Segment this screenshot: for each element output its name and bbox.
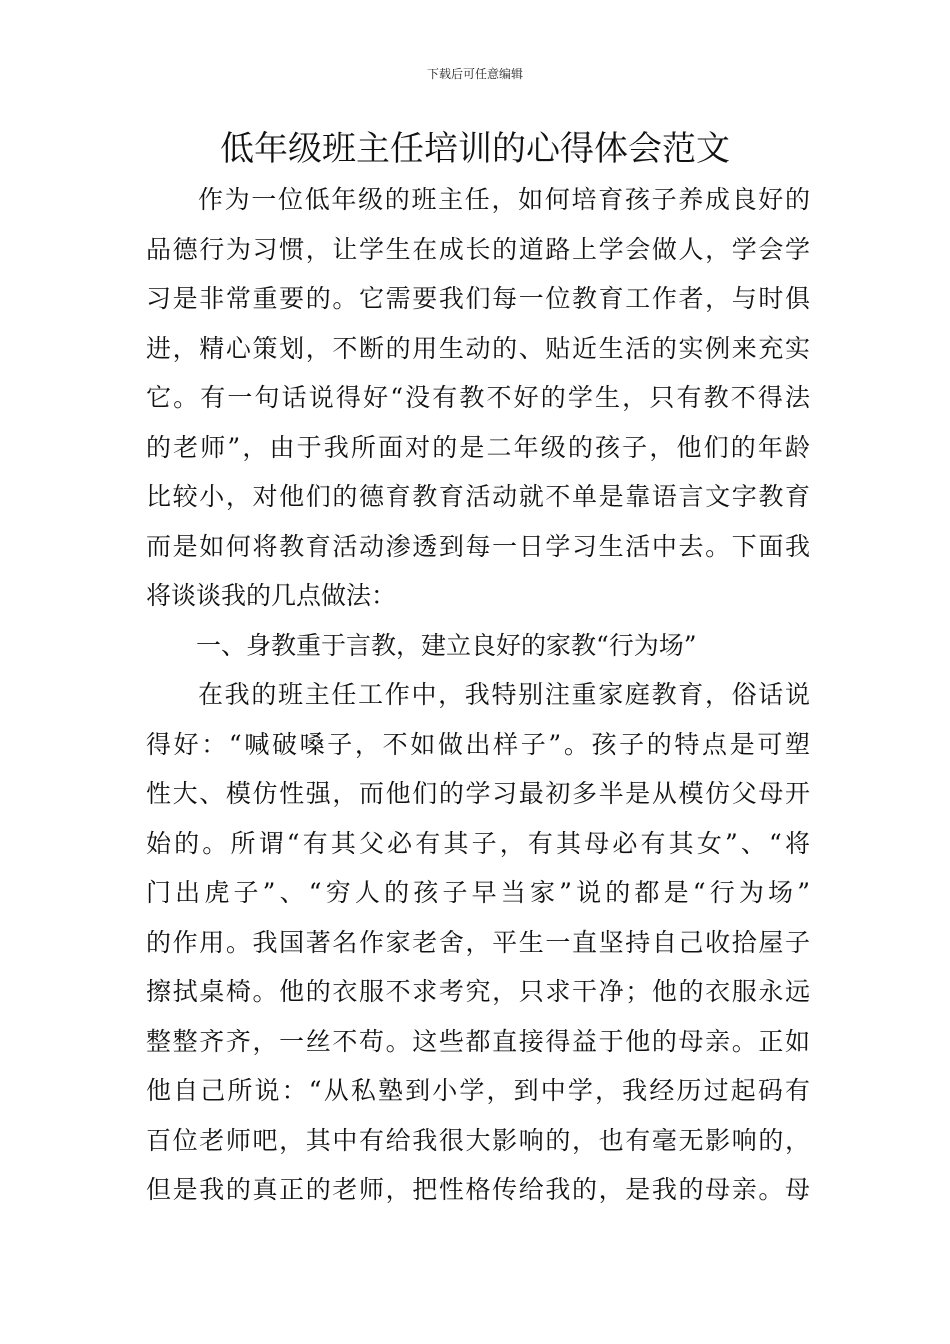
body-line: 但是我的真正的老师，把性格传给我的，是我的母亲。母: [146, 1175, 810, 1204]
body-line: 将谈谈我的几点做法：: [146, 581, 397, 610]
body-line: 它。有一句话说得好“没有教不好的学生，只有教不得法: [146, 383, 810, 412]
body-line: 在我的班主任工作中，我特别注重家庭教育，俗话说: [198, 680, 810, 709]
body-line: 的作用。我国著名作家老舍，平生一直坚持自己收拾屋子: [146, 927, 810, 957]
body-line: 进，精心策划，不断的用生动的、贴近生活的实例来充实: [146, 333, 810, 363]
header-note: 下载后可任意编辑: [426, 67, 523, 81]
body-line: 而是如何将教育活动渗透到每一日学习生活中去。下面我: [146, 531, 810, 561]
body-line: 他自己所说：“从私塾到小学，到中学，我经历过起码有: [146, 1076, 810, 1105]
document-title: 低年级班主任培训的心得体会范文: [220, 129, 730, 169]
body-line: 得好：“喊破嗓子，不如做出样子”。孩子的特点是可塑: [146, 729, 810, 759]
body-line: 比较小，对他们的德育教育活动就不单是靠语言文字教育: [146, 482, 810, 511]
body-line: 擦拭桌椅。他的衣服不求考究，只求干净；他的衣服永远: [146, 977, 810, 1006]
body-line: 整整齐齐，一丝不苟。这些都直接得益于他的母亲。正如: [146, 1026, 810, 1056]
document-body: [146, 175, 810, 1215]
body-line: 性大、模仿性强，而他们的学习最初多半是从模仿父母开: [146, 779, 810, 808]
body-line: 的老师”，由于我所面对的是二年级的孩子，他们的年龄: [146, 432, 810, 462]
body-line: 门出虎子”、“穷人的孩子早当家”说的都是“行为场”: [146, 878, 810, 907]
body-line: 百位老师吧，其中有给我很大影响的，也有毫无影响的，: [146, 1125, 810, 1155]
body-line: 习是非常重要的。它需要我们每一位教育工作者，与时俱: [146, 284, 810, 313]
body-line: 始的。所谓“有其父必有其子，有其母必有其女”、“将: [146, 828, 810, 858]
section-heading: 一、身教重于言教，建立良好的家教“行为场”: [196, 630, 697, 660]
body-line: 作为一位低年级的班主任，如何培育孩子养成良好的: [198, 185, 810, 214]
body-line: 品德行为习惯，让学生在成长的道路上学会做人，学会学: [146, 234, 810, 264]
